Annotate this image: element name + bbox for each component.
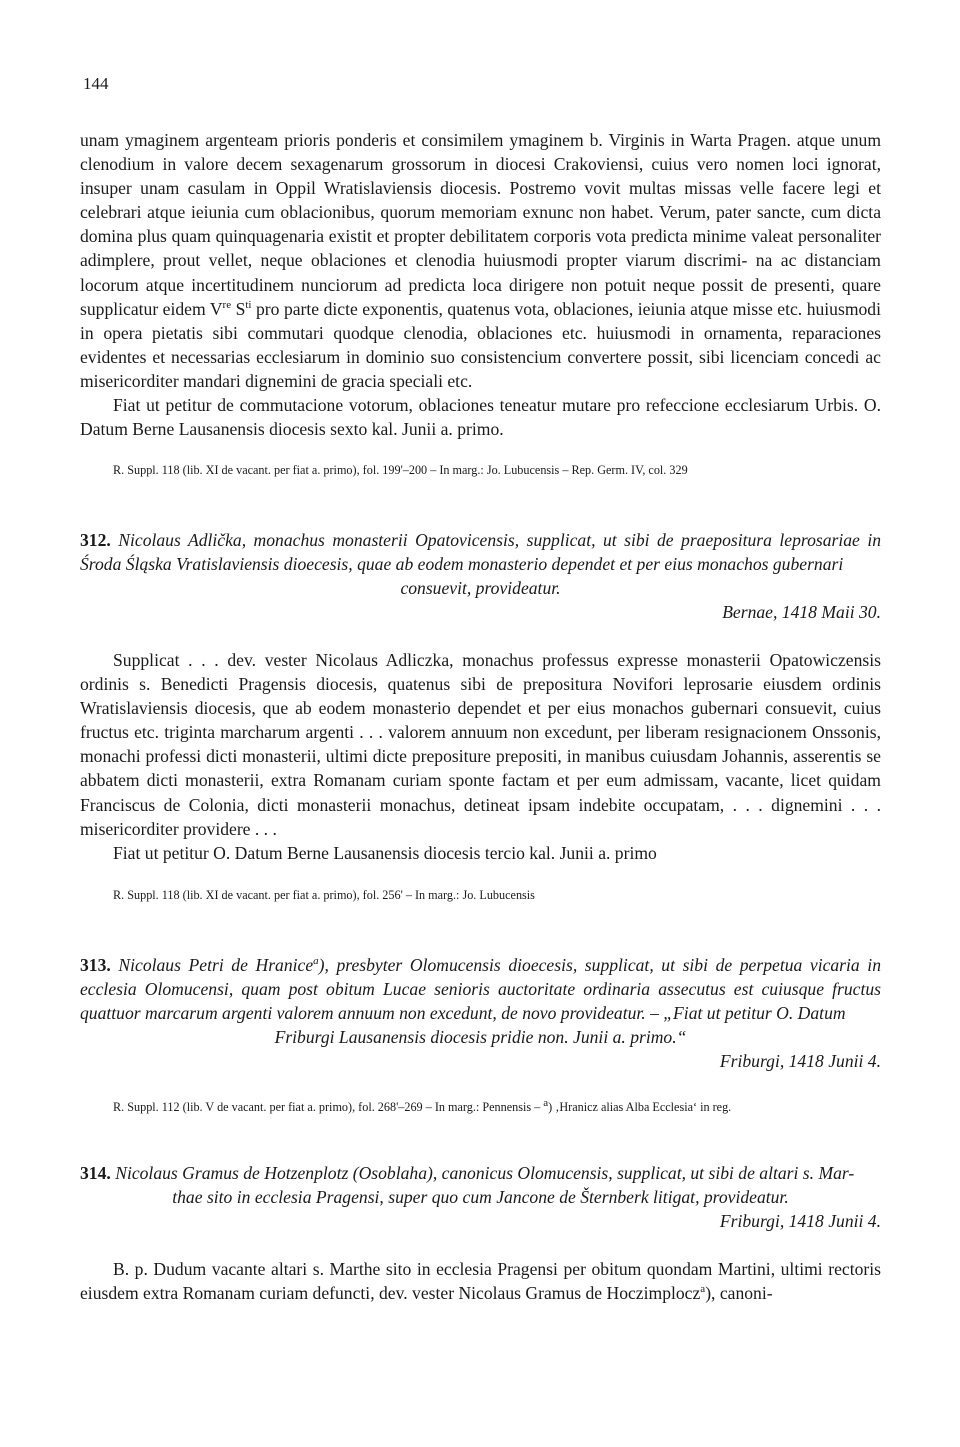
text-fragment: ) ‚Hranicz alias Alba Ecclesia‘ in reg. xyxy=(548,1100,732,1114)
footnote-marker: a xyxy=(313,955,319,968)
text-fragment: pro parte dicte exponentis, quatenus vota, oblaciones, ieiunia xyxy=(251,298,686,319)
entry-number: 312. xyxy=(80,530,111,550)
text-line: unum clenodium in valore decem sexagenarum grossorum in diocesi Crakoviensi, cuius vero nomen loci xyxy=(80,130,882,175)
fiat-paragraph: Fiat ut petitur de commutacione votorum, oblaciones teneatur mutare pro refeccione ecclesiarum Urbis. O. Datum Berne Lausanensis diocesis sexto kal. Junii a. primo. xyxy=(80,395,881,440)
text-line: legi et celebrari atque ieiunia cum oblacionibus, quorum memoriam exnunc non habet. Verum, pater sancte, xyxy=(80,178,881,223)
entry-summary xyxy=(80,953,881,1049)
text-line: na ac distanciam locorum atque incertitudinem nunciorum ad predicta loca dirigere non potuit neque possit xyxy=(80,250,881,295)
entry-number: 314. xyxy=(80,1163,111,1183)
text-line: atque misse etc. huiusmodi in opera pietatis sibi commutari quodque clenodia, oblaciones etc. huiusmodi xyxy=(80,298,881,343)
summary-line: Nicolaus Adlička, monachus monasterii Opatovicensis, supplicat, ut sibi de praepositura leprosariae in xyxy=(118,530,881,550)
summary-line: thae sito in ecclesia Pragensi, super quo cum Jancone de Šternberk litigat, provideatur. xyxy=(172,1187,789,1207)
footnote-marker: a xyxy=(543,1096,549,1109)
entry-312-header xyxy=(80,528,881,624)
text-fragment: rectoris eiusdem extra Romanam curiam defuncti, dev. vester Nicolaus Gramus de Hoczimplocz xyxy=(80,1259,882,1304)
register-note xyxy=(80,1096,881,1115)
text-line: cum dicta domina plus quam quinquagenaria existit et propter debilitatem corporis vota predicta minime xyxy=(80,202,882,247)
text-line: ordinis s. Benedicti Pragensis diocesis, quatenus sibi de prepositura Novifori leprosarie eiusdem ordinis xyxy=(80,674,881,695)
text-line: Onssonis, monachi professi dicti monasterii, ultimi dicte prepositure prepositi, in manibus cuiusdam xyxy=(80,722,881,767)
summary-line: consuevit, provideatur. xyxy=(400,578,561,598)
text-line: B. p. Dudum vacante altari s. Marthe sito in ecclesia Pragensi per obitum quondam Martini, ultimi xyxy=(113,1259,823,1279)
text-line: Wratislaviensis diocesis, que ab eodem monasterio dependet et per eius monachos gubernari consuevit, cuius xyxy=(80,698,881,719)
place-date: Bernae, 1418 Maii 30. xyxy=(722,602,881,622)
place-date: Friburgi, 1418 Junii 4. xyxy=(719,1051,881,1071)
entry-number: 313. xyxy=(80,955,111,975)
text-line: unam ymaginem argenteam prioris ponderis et consimilem ymaginem b. Virginis in Warta Pragen. atque xyxy=(80,130,835,150)
summary-line: quattuor marcarum argenti valorem annuum non excedunt, de novo provideatur. – „Fiat ut petitur O. Datum xyxy=(80,1003,846,1023)
paragraph xyxy=(80,128,881,393)
text-line: Johannis, asserentis se abbatem dicti monasterii, extra Romanam curiam sponte factam et per eum xyxy=(80,746,881,791)
text-fragment: ), canoni- xyxy=(705,1283,773,1304)
text-fragment: ), presbyter Olomucensis dioecesis, supplicat, ut sibi de perpetua vicaria in xyxy=(318,955,881,975)
text-line: in ornamenta, reparaciones evidentes et necessarias ecclesiarum in dominio suo consistencium convertere xyxy=(80,322,881,367)
text-fragment: S xyxy=(231,298,246,319)
summary-line: Środa Śląska Vratislaviensis dioecesis, quae ab eodem monasterio dependet et per eius monachos gubernari xyxy=(80,554,844,574)
register-note-text: R. Suppl. 118 (lib. XI de vacant. per fiat a. primo), fol. 199'–200 – In marg.: Jo. Lubucensis – Rep. Germ. IV, col. 329 xyxy=(113,463,688,477)
entry-314-body xyxy=(80,1257,881,1305)
page-number: 144 xyxy=(83,74,109,93)
text-line: admissam, vacante, licet quidam Franciscus de Colonia, dicti monasterii monachus, detineat ipsam indebite xyxy=(80,770,881,815)
fiat-paragraph: Fiat ut petitur O. Datum Berne Lausanensis diocesis tercio kal. Junii a. primo xyxy=(113,842,657,863)
summary-line: Nicolaus Gramus de Hotzenplotz (Osoblaha), canonicus Olomucensis, supplicat, ut sibi de altari s. Mar- xyxy=(115,1163,855,1183)
text-line: fructus etc. triginta marcharum argenti . . . valorem annuum non excedunt, per liberam resignacionem xyxy=(80,722,807,743)
place-date: Friburgi, 1418 Junii 4. xyxy=(719,1211,881,1231)
register-note-text xyxy=(80,1096,881,1115)
text-line: valeat personaliter adimplere, prout vellet, neque oblaciones et clenodia huiusmodi propter viarum discrimi- xyxy=(80,226,881,271)
continuation-text xyxy=(80,128,881,441)
superscript: re xyxy=(222,298,232,311)
register-note xyxy=(80,462,881,478)
entry-summary xyxy=(80,1161,881,1209)
register-note-text: R. Suppl. 118 (lib. XI de vacant. per fiat a. primo), fol. 256' – In marg.: Jo. Lubucensis xyxy=(113,888,535,902)
text-fragment: R. Suppl. 112 (lib. V de vacant. per fiat a. primo), fol. 268'–269 – In marg.: Pennensis – xyxy=(113,1100,544,1114)
entry-summary xyxy=(80,528,881,600)
supplication-text xyxy=(80,648,881,841)
text-line: occupatam, . . . dignemini . . . misericorditer providere . . . xyxy=(80,794,882,839)
entry-312-body xyxy=(80,648,881,865)
text-line: ignorat, insuper unam casulam in Oppil Wratislaviensis diocesis. Postremo vovit multas missas velle facere xyxy=(80,154,881,199)
summary-line: Friburgi Lausanensis diocesis pridie non. Junii a. primo.“ xyxy=(274,1027,687,1047)
footnote-marker: a xyxy=(700,1283,706,1296)
summary-line: ecclesia Olomucensi, quam post obitum Lucae senioris auctoritate ordinaria assecutus est cuiusque fructus xyxy=(80,979,881,999)
text-line: possit, sibi licenciam concedi ac misericorditer mandari dignemini de gracia speciali etc. xyxy=(80,346,881,391)
entry-313-header xyxy=(80,953,881,1073)
text-fragment: de presenti, quare supplicatur eidem V xyxy=(80,274,881,319)
text-line: Supplicat . . . dev. vester Nicolaus Adliczka, monachus professus expresse monasterii Opatowiczensis xyxy=(113,650,881,670)
superscript: ti xyxy=(245,298,252,311)
supplication-text xyxy=(80,1257,881,1305)
register-note xyxy=(80,887,881,903)
text-fragment: Nicolaus Petri de Hranice xyxy=(118,955,314,975)
entry-314-header xyxy=(80,1161,881,1233)
